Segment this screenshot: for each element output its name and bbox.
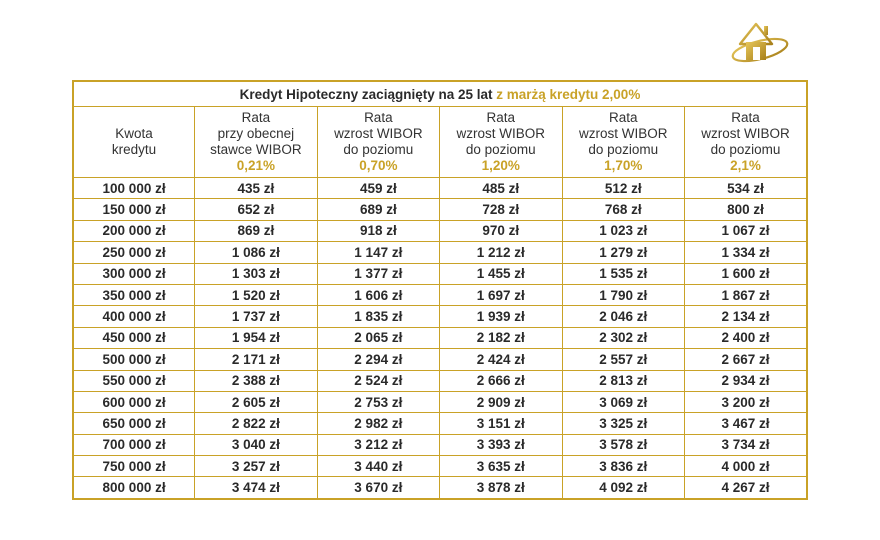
mortgage-rate-table: [72, 80, 808, 500]
installment-cell: 2 934 zł: [685, 370, 808, 391]
title-margin-highlight: z marżą kredytu 2,00%: [496, 86, 641, 102]
header-wibor-rate: 0,70%: [359, 158, 398, 173]
table-row: [73, 199, 807, 220]
installment-cell: 2 065 zł: [317, 327, 439, 348]
installment-cell: 1 867 zł: [685, 284, 808, 305]
installment-cell: 435 zł: [195, 178, 317, 199]
installment-cell: 1 954 zł: [195, 327, 317, 348]
installment-cell: 1 697 zł: [440, 284, 562, 305]
installment-cell: 2 400 zł: [685, 327, 808, 348]
installment-cell: 459 zł: [317, 178, 439, 199]
loan-amount-cell: 150 000 zł: [73, 199, 195, 220]
installment-cell: 3 325 zł: [562, 413, 684, 434]
installment-cell: 728 zł: [440, 199, 562, 220]
house-logo-icon: [726, 14, 790, 66]
header-rate-col-1: [195, 107, 317, 178]
installment-cell: 534 zł: [685, 178, 808, 199]
header-line: wzrost WIBOR: [456, 126, 546, 141]
installment-cell: 3 474 zł: [195, 477, 317, 499]
installment-cell: 2 134 zł: [685, 306, 808, 327]
installment-cell: 1 086 zł: [195, 242, 317, 263]
installment-cell: 3 257 zł: [195, 456, 317, 477]
installment-cell: 800 zł: [685, 199, 808, 220]
loan-amount-cell: 400 000 zł: [73, 306, 195, 327]
installment-cell: 970 zł: [440, 220, 562, 241]
loan-amount-cell: 350 000 zł: [73, 284, 195, 305]
header-line: przy obecnej: [217, 126, 295, 141]
header-line: Rata: [486, 110, 516, 125]
header-wibor-rate: 2,1%: [730, 158, 761, 173]
table-row: [73, 306, 807, 327]
loan-amount-cell: 700 000 zł: [73, 434, 195, 455]
installment-cell: 2 294 zł: [317, 349, 439, 370]
installment-cell: 689 zł: [317, 199, 439, 220]
header-rate-col-2: [317, 107, 439, 178]
table-row: [73, 263, 807, 284]
installment-cell: 3 878 zł: [440, 477, 562, 499]
header-line: kredytu: [111, 142, 157, 157]
header-line: do poziomu: [465, 142, 536, 157]
table-row: [73, 434, 807, 455]
installment-cell: 3 467 zł: [685, 413, 808, 434]
loan-amount-cell: 200 000 zł: [73, 220, 195, 241]
installment-cell: 3 040 zł: [195, 434, 317, 455]
installment-cell: 2 666 zł: [440, 370, 562, 391]
table-row: [73, 456, 807, 477]
installment-cell: 1 377 zł: [317, 263, 439, 284]
loan-amount-cell: 450 000 zł: [73, 327, 195, 348]
installment-cell: 1 147 zł: [317, 242, 439, 263]
installment-cell: 2 982 zł: [317, 413, 439, 434]
loan-amount-cell: 650 000 zł: [73, 413, 195, 434]
loan-amount-cell: 500 000 zł: [73, 349, 195, 370]
installment-cell: 2 388 zł: [195, 370, 317, 391]
installment-cell: 3 836 zł: [562, 456, 684, 477]
installment-cell: 3 151 zł: [440, 413, 562, 434]
installment-cell: 2 046 zł: [562, 306, 684, 327]
header-line: do poziomu: [343, 142, 414, 157]
installment-cell: 512 zł: [562, 178, 684, 199]
installment-cell: 768 zł: [562, 199, 684, 220]
installment-cell: 2 524 zł: [317, 370, 439, 391]
installment-cell: 652 zł: [195, 199, 317, 220]
installment-cell: 2 171 zł: [195, 349, 317, 370]
header-rate-col-5: [685, 107, 808, 178]
installment-cell: 1 212 zł: [440, 242, 562, 263]
installment-cell: 4 267 zł: [685, 477, 808, 499]
table-row: [73, 370, 807, 391]
loan-amount-cell: 600 000 zł: [73, 391, 195, 412]
loan-amount-cell: 550 000 zł: [73, 370, 195, 391]
installment-cell: 2 909 zł: [440, 391, 562, 412]
header-wibor-rate: 1,20%: [481, 158, 520, 173]
installment-cell: 3 635 zł: [440, 456, 562, 477]
installment-cell: 3 212 zł: [317, 434, 439, 455]
title-main: Kredyt Hipoteczny zaciągnięty na 25 lat: [239, 86, 497, 102]
installment-cell: 2 753 zł: [317, 391, 439, 412]
header-line: Rata: [241, 110, 271, 125]
header-loan-amount: [73, 107, 195, 178]
table-row: [73, 349, 807, 370]
installment-cell: 4 000 zł: [685, 456, 808, 477]
installment-cell: 485 zł: [440, 178, 562, 199]
table-row: [73, 477, 807, 499]
installment-cell: 2 822 zł: [195, 413, 317, 434]
installment-cell: 918 zł: [317, 220, 439, 241]
installment-cell: 2 813 zł: [562, 370, 684, 391]
installment-cell: 1 737 zł: [195, 306, 317, 327]
table-row: [73, 220, 807, 241]
loan-amount-cell: 800 000 zł: [73, 477, 195, 499]
installment-cell: 1 334 zł: [685, 242, 808, 263]
header-wibor-rate: 1,70%: [604, 158, 643, 173]
installment-cell: 4 092 zł: [562, 477, 684, 499]
installment-cell: 3 200 zł: [685, 391, 808, 412]
installment-cell: 1 535 zł: [562, 263, 684, 284]
installment-cell: 1 067 zł: [685, 220, 808, 241]
header-line: Kwota: [115, 126, 153, 141]
installment-cell: 1 023 zł: [562, 220, 684, 241]
installment-cell: 1 606 zł: [317, 284, 439, 305]
installment-cell: 2 424 zł: [440, 349, 562, 370]
header-line: Rata: [609, 110, 638, 125]
header-rate-col-3: [440, 107, 562, 178]
header-line: wzrost WIBOR: [579, 126, 668, 141]
loan-amount-cell: 100 000 zł: [73, 178, 195, 199]
installment-cell: 1 455 zł: [440, 263, 562, 284]
installment-cell: 2 667 zł: [685, 349, 808, 370]
header-row: [73, 107, 807, 178]
installment-cell: 3 069 zł: [562, 391, 684, 412]
header-line: wzrost WIBOR: [701, 126, 790, 141]
installment-cell: 3 670 zł: [317, 477, 439, 499]
loan-amount-cell: 750 000 zł: [73, 456, 195, 477]
header-line: wzrost WIBOR: [334, 126, 423, 141]
installment-cell: 1 835 zł: [317, 306, 439, 327]
header-rate-col-4: [562, 107, 684, 178]
installment-cell: 2 557 zł: [562, 349, 684, 370]
installment-cell: 2 302 zł: [562, 327, 684, 348]
table-row: [73, 391, 807, 412]
header-line: stawce WIBOR: [210, 142, 302, 157]
installment-cell: 1 303 zł: [195, 263, 317, 284]
header-line: do poziomu: [588, 142, 659, 157]
installment-cell: 3 393 zł: [440, 434, 562, 455]
installment-cell: 1 939 zł: [440, 306, 562, 327]
installment-cell: 1 600 zł: [685, 263, 808, 284]
loan-amount-cell: 300 000 zł: [73, 263, 195, 284]
header-line: do poziomu: [710, 142, 781, 157]
installment-cell: 3 578 zł: [562, 434, 684, 455]
installment-cell: 869 zł: [195, 220, 317, 241]
installment-cell: 1 520 zł: [195, 284, 317, 305]
table-title: [73, 81, 807, 107]
installment-cell: 1 279 zł: [562, 242, 684, 263]
table-row: [73, 284, 807, 305]
table-row: [73, 413, 807, 434]
installment-cell: 3 440 zł: [317, 456, 439, 477]
installment-cell: 2 605 zł: [195, 391, 317, 412]
header-wibor-rate: 0,21%: [236, 158, 275, 173]
installment-cell: 2 182 zł: [440, 327, 562, 348]
header-line: Rata: [731, 110, 760, 125]
loan-amount-cell: 250 000 zł: [73, 242, 195, 263]
table-row: [73, 178, 807, 199]
table-row: [73, 327, 807, 348]
installment-cell: 1 790 zł: [562, 284, 684, 305]
header-line: Rata: [364, 110, 393, 125]
table-row: [73, 242, 807, 263]
installment-cell: 3 734 zł: [685, 434, 808, 455]
